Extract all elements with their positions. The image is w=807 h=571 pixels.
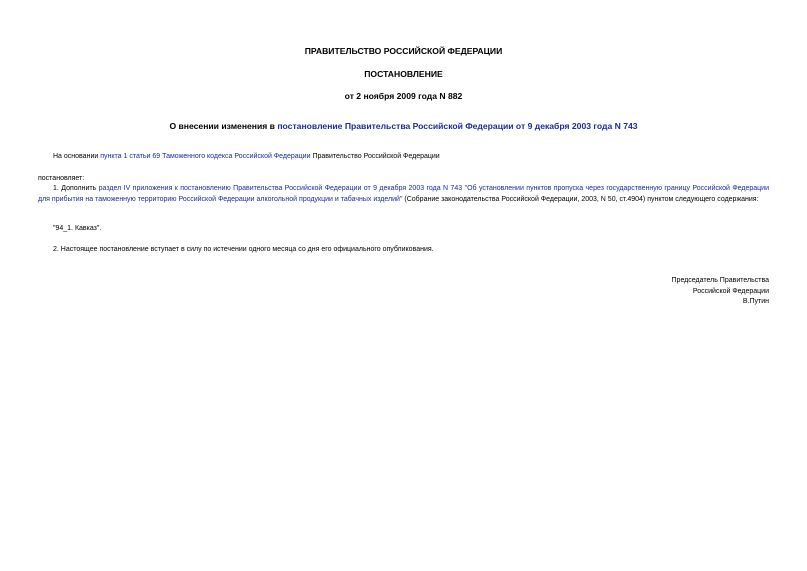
item-1-prefix: 1. Дополнить	[53, 185, 99, 192]
signature-title-line: Председатель Правительства	[671, 277, 769, 284]
item-1-link-section-iv[interactable]: раздел IV приложения к постановлению Правительства Российской Федерации от 9 декабря 2003 года N 743 "Об установлении пунктов пропуска через государственную границу Российской Федерации для прибытия на таможенную территорию Российской Федерации алкогольной продукции и табачных изделий"	[38, 185, 769, 203]
title-link-resolution-743[interactable]: постановление Правительства Российской Федерации от 9 декабря 2003 года N 743	[277, 121, 638, 131]
date-number-heading: от 2 ноября 2009 года N 882	[344, 91, 463, 101]
signature-country-line: Российской Федерации	[692, 288, 769, 295]
basis-prefix: На основании	[53, 153, 101, 160]
signature-name: В.Путин	[742, 298, 769, 305]
document-page	[38, 0, 769, 571]
government-heading: ПРАВИТЕЛЬСТВО РОССИЙСКОЙ ФЕДЕРАЦИИ	[304, 46, 503, 56]
decree-word: постановляет:	[38, 175, 85, 182]
title-prefix: О внесении изменения в	[169, 121, 278, 131]
item-1-paragraph	[38, 184, 769, 205]
quoted-item-text: "94_1. Кавказ".	[53, 225, 102, 232]
document-type-heading: ПОСТАНОВЛЕНИЕ	[364, 69, 443, 79]
basis-paragraph	[53, 152, 440, 163]
item-1-suffix: (Собрание законодательства Российской Федерации, 2003, N 50, ст.4904) пунктом следующего содержания:	[402, 195, 759, 203]
document-title	[38, 121, 769, 132]
basis-suffix: Правительство Российской Федерации	[310, 153, 440, 160]
item-2-paragraph: 2. Настоящее постановление вступает в силу по истечении одного месяца со дня его официального опубликования.	[53, 246, 434, 253]
basis-link-customs-code[interactable]: пункта 1 статьи 69 Таможенного кодекса Российской Федерации	[100, 153, 311, 160]
